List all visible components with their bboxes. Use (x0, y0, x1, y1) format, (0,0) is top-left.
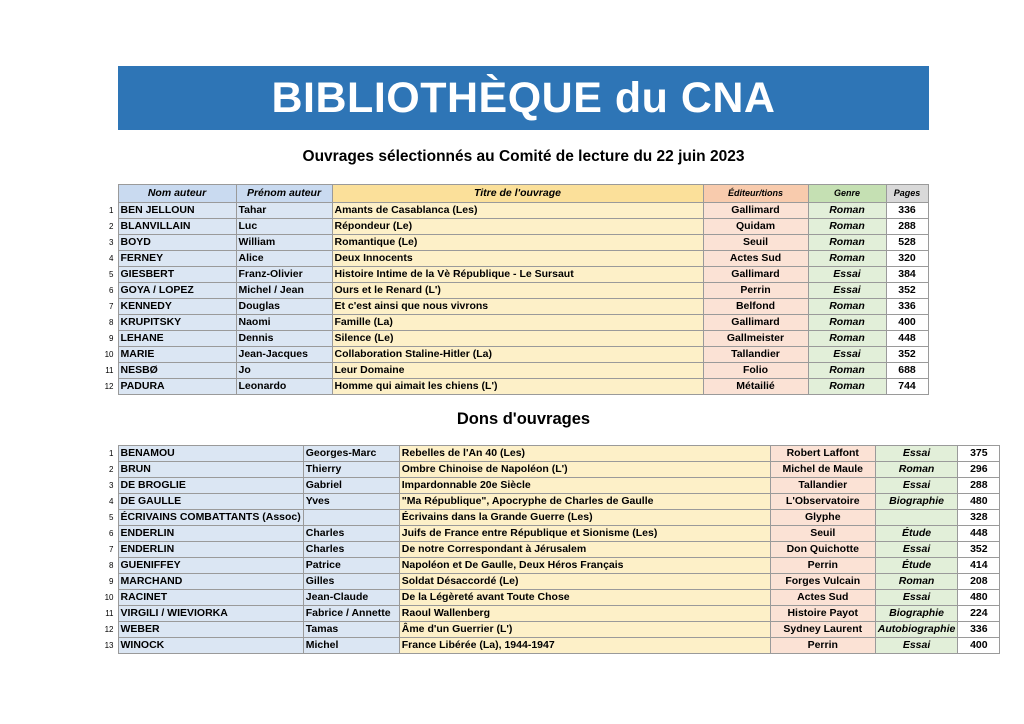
author-lastname (118, 622, 303, 638)
genre (875, 510, 958, 526)
genre: Roman (808, 251, 886, 267)
row-number: 4 (96, 251, 118, 267)
table-row (96, 251, 928, 267)
author-lastname-text: LEHANE (120, 332, 164, 344)
author-lastname-text: MARIE (120, 348, 155, 360)
row-number: 5 (96, 510, 118, 526)
table-row (96, 267, 928, 283)
author-lastname (118, 542, 303, 558)
header-pages: Pages (886, 185, 928, 203)
section-heading-dons: Dons d'ouvrages (456, 410, 591, 428)
row-number: 5 (96, 267, 118, 283)
author-lastname-text: BEN JELLOUN (120, 204, 195, 216)
page-count: 296 (958, 462, 1000, 478)
publisher: Perrin (703, 283, 808, 299)
author-firstname: Jo (236, 363, 332, 379)
publisher: Gallimard (703, 315, 808, 331)
author-lastname-text: BLANVILLAIN (120, 220, 191, 232)
page-count: 288 (886, 219, 928, 235)
header-prenom-auteur: Prénom auteur (236, 185, 332, 203)
page-count: 414 (958, 558, 1000, 574)
author-lastname-text: BRUN (120, 463, 151, 475)
genre: Biographie (875, 494, 958, 510)
page-count: 384 (886, 267, 928, 283)
book-title: Homme qui aimait les chiens (L') (332, 379, 703, 395)
author-firstname: Luc (236, 219, 332, 235)
book-title: Histoire Intime de la Vè République - Le Sursaut (332, 267, 703, 283)
table-row (96, 494, 1000, 510)
book-title: De notre Correspondant à Jérusalem (399, 542, 770, 558)
table-row (96, 446, 1000, 462)
author-lastname (118, 283, 236, 299)
table-row (96, 606, 1000, 622)
author-firstname: Douglas (236, 299, 332, 315)
table-row (96, 478, 1000, 494)
row-number: 9 (96, 331, 118, 347)
row-number: 8 (96, 558, 118, 574)
author-firstname: Charles (303, 542, 399, 558)
genre: Roman (808, 331, 886, 347)
table-row (96, 219, 928, 235)
page-count: 208 (958, 574, 1000, 590)
page-count: 400 (958, 638, 1000, 654)
author-lastname (118, 462, 303, 478)
genre: Roman (875, 462, 958, 478)
author-lastname (118, 267, 236, 283)
genre: Roman (808, 219, 886, 235)
book-title: Collaboration Staline-Hitler (La) (332, 347, 703, 363)
table-row (96, 590, 1000, 606)
table-row (96, 347, 928, 363)
table-row (96, 235, 928, 251)
genre: Essai (875, 542, 958, 558)
author-lastname-text: GUENIFFEY (120, 559, 181, 571)
genre: Essai (875, 478, 958, 494)
author-lastname-text: ÉCRIVAINS COMBATTANTS (Assoc) (120, 511, 301, 523)
author-lastname-text: ENDERLIN (120, 543, 175, 555)
row-number: 8 (96, 315, 118, 331)
author-firstname: Patrice (303, 558, 399, 574)
genre: Biographie (875, 606, 958, 622)
table-row (96, 315, 928, 331)
author-lastname (118, 219, 236, 235)
page-count: 328 (958, 510, 1000, 526)
page-count: 480 (958, 494, 1000, 510)
author-lastname-text: GIESBERT (120, 268, 175, 280)
author-lastname (118, 526, 303, 542)
author-lastname-text: DE GAULLE (120, 495, 182, 507)
publisher: Glyphe (770, 510, 875, 526)
author-lastname (118, 606, 303, 622)
header-genre: Genre (808, 185, 886, 203)
table-row (96, 331, 928, 347)
author-firstname: Fabrice / Annette (303, 606, 399, 622)
book-title: France Libérée (La), 1944-1947 (399, 638, 770, 654)
book-title: Amants de Casablanca (Les) (332, 203, 703, 219)
publisher: Folio (703, 363, 808, 379)
genre: Roman (808, 235, 886, 251)
book-title: Rebelles de l'An 40 (Les) (399, 446, 770, 462)
table-row (96, 299, 928, 315)
author-lastname (118, 574, 303, 590)
author-firstname: Leonardo (236, 379, 332, 395)
author-lastname-text: FERNEY (120, 252, 164, 264)
header-nom-auteur: Nom auteur (118, 185, 236, 203)
publisher: Belfond (703, 299, 808, 315)
author-firstname: Georges-Marc (303, 446, 399, 462)
page-count: 352 (886, 347, 928, 363)
publisher: Actes Sud (770, 590, 875, 606)
publisher: Tallandier (770, 478, 875, 494)
publisher: Actes Sud (703, 251, 808, 267)
publisher: Perrin (770, 558, 875, 574)
author-firstname: Gabriel (303, 478, 399, 494)
author-firstname: Tamas (303, 622, 399, 638)
section-heading-selection: Ouvrages sélectionnés au Comité de lecture du 22 juin 2023 (302, 148, 745, 165)
publisher: Seuil (703, 235, 808, 251)
author-firstname (303, 510, 399, 526)
table-row (96, 203, 928, 219)
author-lastname (118, 478, 303, 494)
author-firstname: Yves (303, 494, 399, 510)
genre: Essai (875, 446, 958, 462)
author-lastname-text: VIRGILI / WIEVIORKA (120, 607, 228, 619)
publisher: Quidam (703, 219, 808, 235)
book-title: Napoléon et De Gaulle, Deux Héros Français (399, 558, 770, 574)
page-count: 688 (886, 363, 928, 379)
table-row (96, 510, 1000, 526)
page-count: 400 (886, 315, 928, 331)
publisher: Gallmeister (703, 331, 808, 347)
row-number: 6 (96, 526, 118, 542)
book-title: Ombre Chinoise de Napoléon (L') (399, 462, 770, 478)
row-number: 4 (96, 494, 118, 510)
row-number: 10 (96, 347, 118, 363)
book-title: De la Légèreté avant Toute Chose (399, 590, 770, 606)
table-row (96, 558, 1000, 574)
donations-table (96, 445, 1000, 654)
book-title: Écrivains dans la Grande Guerre (Les) (399, 510, 770, 526)
author-firstname: Alice (236, 251, 332, 267)
author-lastname-text: MARCHAND (120, 575, 183, 587)
publisher: Michel de Maule (770, 462, 875, 478)
genre: Essai (875, 590, 958, 606)
page-title: BIBLIOTHÈQUE du CNA (118, 66, 929, 130)
row-number: 10 (96, 590, 118, 606)
genre: Roman (808, 203, 886, 219)
genre: Étude (875, 526, 958, 542)
author-lastname (118, 590, 303, 606)
author-lastname-text: KRUPITSKY (120, 316, 182, 328)
row-number: 2 (96, 462, 118, 478)
row-number: 12 (96, 379, 118, 395)
genre: Essai (808, 283, 886, 299)
row-number: 13 (96, 638, 118, 654)
author-firstname: Jean-Claude (303, 590, 399, 606)
page-count: 336 (958, 622, 1000, 638)
row-number: 12 (96, 622, 118, 638)
table-row (96, 526, 1000, 542)
author-lastname-text: PADURA (120, 380, 165, 392)
row-number: 2 (96, 219, 118, 235)
genre: Essai (808, 267, 886, 283)
publisher: Perrin (770, 638, 875, 654)
row-number: 9 (96, 574, 118, 590)
book-title: Leur Domaine (332, 363, 703, 379)
book-title: Répondeur (Le) (332, 219, 703, 235)
author-lastname (118, 363, 236, 379)
page-count: 375 (958, 446, 1000, 462)
author-lastname (118, 347, 236, 363)
author-lastname-text: WINOCK (120, 639, 165, 651)
row-number: 1 (96, 203, 118, 219)
author-lastname-text: BOYD (120, 236, 151, 248)
publisher: Sydney Laurent (770, 622, 875, 638)
header-titre: Titre de l'ouvrage (332, 185, 703, 203)
page-count: 744 (886, 379, 928, 395)
author-firstname: Michel / Jean (236, 283, 332, 299)
publisher: Robert Laffont (770, 446, 875, 462)
author-lastname-text: NESBØ (120, 364, 158, 376)
row-number-header (96, 185, 118, 203)
page-count: 352 (886, 283, 928, 299)
author-lastname-text: WEBER (120, 623, 160, 635)
author-lastname (118, 446, 303, 462)
author-firstname: Michel (303, 638, 399, 654)
author-firstname: Thierry (303, 462, 399, 478)
row-number: 3 (96, 478, 118, 494)
book-title: Silence (Le) (332, 331, 703, 347)
genre: Roman (808, 363, 886, 379)
author-lastname (118, 494, 303, 510)
page-count: 336 (886, 299, 928, 315)
table-row (96, 574, 1000, 590)
genre: Roman (875, 574, 958, 590)
row-number: 7 (96, 542, 118, 558)
author-lastname (118, 558, 303, 574)
row-number: 7 (96, 299, 118, 315)
publisher: L'Observatoire (770, 494, 875, 510)
author-firstname: Naomi (236, 315, 332, 331)
book-title: Famille (La) (332, 315, 703, 331)
book-title: Impardonnable 20e Siècle (399, 478, 770, 494)
selection-table (96, 184, 929, 395)
author-lastname (118, 299, 236, 315)
author-lastname (118, 510, 303, 526)
author-firstname: Franz-Olivier (236, 267, 332, 283)
page-count: 528 (886, 235, 928, 251)
genre: Étude (875, 558, 958, 574)
row-number: 1 (96, 446, 118, 462)
book-title: "Ma République", Apocryphe de Charles de Gaulle (399, 494, 770, 510)
row-number: 6 (96, 283, 118, 299)
author-lastname (118, 331, 236, 347)
row-number: 11 (96, 606, 118, 622)
book-title: Âme d'un Guerrier (L') (399, 622, 770, 638)
author-lastname (118, 315, 236, 331)
genre: Roman (808, 315, 886, 331)
row-number: 3 (96, 235, 118, 251)
page-count: 480 (958, 590, 1000, 606)
book-title: Ours et le Renard (L') (332, 283, 703, 299)
book-title: Soldat Désaccordé (Le) (399, 574, 770, 590)
genre: Autobiographie (875, 622, 958, 638)
page-count: 224 (958, 606, 1000, 622)
table-row (96, 462, 1000, 478)
author-lastname (118, 251, 236, 267)
genre: Roman (808, 379, 886, 395)
page-count: 448 (958, 526, 1000, 542)
author-firstname: Tahar (236, 203, 332, 219)
book-title: Raoul Wallenberg (399, 606, 770, 622)
genre: Roman (808, 299, 886, 315)
publisher: Seuil (770, 526, 875, 542)
author-firstname: Gilles (303, 574, 399, 590)
author-lastname-text: DE BROGLIE (120, 479, 186, 491)
book-title: Juifs de France entre République et Sionisme (Les) (399, 526, 770, 542)
author-lastname (118, 203, 236, 219)
author-lastname (118, 235, 236, 251)
publisher: Don Quichotte (770, 542, 875, 558)
author-lastname-text: RACINET (120, 591, 168, 603)
book-title: Romantique (Le) (332, 235, 703, 251)
table-row (96, 379, 928, 395)
table-row (96, 363, 928, 379)
publisher: Gallimard (703, 203, 808, 219)
publisher: Métailié (703, 379, 808, 395)
genre: Essai (808, 347, 886, 363)
author-firstname: Charles (303, 526, 399, 542)
book-title: Deux Innocents (332, 251, 703, 267)
author-lastname (118, 638, 303, 654)
author-lastname (118, 379, 236, 395)
page-count: 336 (886, 203, 928, 219)
table-row (96, 638, 1000, 654)
table-row (96, 542, 1000, 558)
publisher: Gallimard (703, 267, 808, 283)
page-count: 288 (958, 478, 1000, 494)
page-count: 448 (886, 331, 928, 347)
table-row (96, 283, 928, 299)
publisher: Forges Vulcain (770, 574, 875, 590)
author-firstname: Dennis (236, 331, 332, 347)
author-lastname-text: GOYA / LOPEZ (120, 284, 194, 296)
table-row (96, 622, 1000, 638)
page-count: 320 (886, 251, 928, 267)
book-title: Et c'est ainsi que nous vivrons (332, 299, 703, 315)
genre: Essai (875, 638, 958, 654)
publisher: Tallandier (703, 347, 808, 363)
author-firstname: Jean-Jacques (236, 347, 332, 363)
header-editeur: Éditeur/tions (703, 185, 808, 203)
author-lastname-text: ENDERLIN (120, 527, 175, 539)
row-number: 11 (96, 363, 118, 379)
author-lastname-text: BENAMOU (120, 447, 175, 459)
author-lastname-text: KENNEDY (120, 300, 172, 312)
author-firstname: William (236, 235, 332, 251)
publisher: Histoire Payot (770, 606, 875, 622)
table-header-row (96, 185, 928, 203)
page-count: 352 (958, 542, 1000, 558)
